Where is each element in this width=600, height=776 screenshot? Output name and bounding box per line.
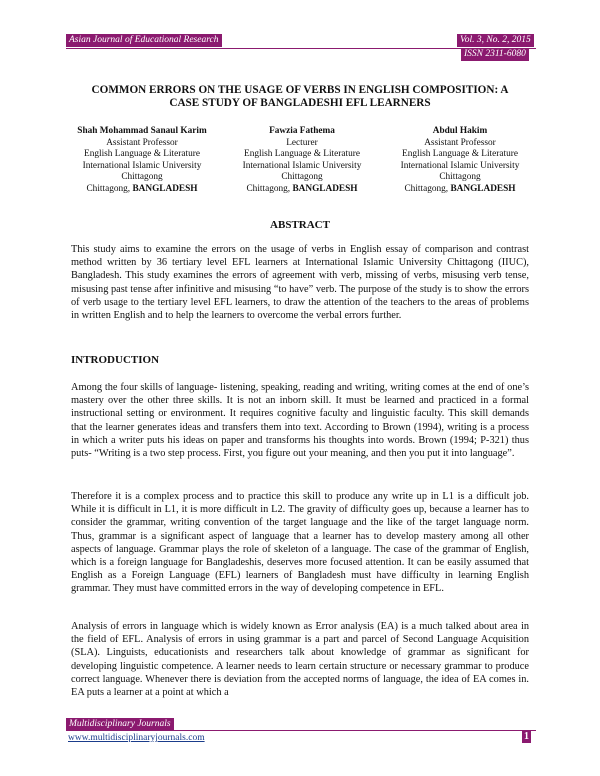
paper-title	[75, 84, 525, 110]
author-dept: English Language & Literature	[84, 149, 200, 159]
page-number: 1	[524, 731, 529, 742]
author-dept: English Language & Literature	[244, 149, 360, 159]
website-link[interactable]: www.multidisciplinaryjournals.com	[68, 733, 205, 743]
introduction-heading: INTRODUCTION	[71, 354, 160, 366]
author-location	[222, 184, 382, 196]
author-university: International Islamic University	[400, 160, 520, 171]
abstract-heading: ABSTRACT	[270, 219, 330, 231]
author-name: Shah Mohammad Sanaul Karim	[77, 126, 207, 136]
author-country: BANGLADESH	[292, 183, 358, 194]
intro-paragraph-1: Among the four skills of language- listening, speaking, reading and writing, writing comes at the end of one’s mastery over the other three skills. It is not an inborn skill. It must be learned and practiced in a formal instructional setting or environment. It requires cognitive faculty and linguistic faculty. This skill demands that the learner generates ideas and transfers them into text. According to Brown (1994), writing is a process in which a writer puts his ideas on paper and transforms his thoughts into words. Brown (1994; P-321) thus puts- “Writing is a two step process. First, you figure out your meaning, and then you put it into language”.	[71, 382, 529, 460]
author-campus: Chittagong	[121, 172, 163, 182]
author-block-3	[380, 126, 540, 195]
author-block-2	[222, 126, 382, 195]
author-university: International Islamic University	[242, 160, 362, 171]
author-name: Abdul Hakim	[432, 126, 488, 136]
issn: ISSN 2311-6080	[461, 48, 529, 61]
author-campus: Chittagong	[281, 172, 323, 182]
intro-paragraph-2: Therefore it is a complex process and to practice this skill to produce any write up in L1 is a difficult job. While it is difficult in L1, it is more difficult in L2. The gravity of difficulty goes up, because a learner has to consider the grammar, writing convention of the target language and the like of the target language norm. Thus, grammar is a significant aspect of language that a learner has to develop mastery among all other aspects of language. Grammar plays the role of skeleton of a language. The case of the grammar of English, which is a foreign language for Bangladeshis, deserves more focused attention. It can be easily assumed that English as a Foreign Language (EFL) learners of Bangladesh must have difficulty in learning English grammar. They must have committed errors in the way of developing competence in EFL.	[71, 491, 529, 595]
author-block-1	[62, 126, 222, 195]
author-city: Chittagong,	[246, 183, 293, 194]
title-line-2: CASE STUDY OF BANGLADESHI EFL LEARNERS	[169, 97, 431, 109]
author-location	[380, 184, 540, 196]
author-location	[62, 184, 222, 196]
abstract-text: This study aims to examine the errors on the usage of verbs in English essay of comparison and contrast method written by 36 tertiary level EFL learners at International Islamic University Chittagong (IIUC), Bangladesh. This study examines the errors of agreement with verb, missing of verbs, misusing verb tense, misusing past tense after infinitive and misusing “to have” verb. The purpose of the study is to show the errors of verb usage to the tertiary level EFL learners, to draw the attention of the teachers to the areas of problems in written English and to help the learners to overcome the verbal errors further.	[71, 244, 529, 322]
intro-paragraph-3: Analysis of errors in language which is widely known as Error analysis (EA) is a much talked about area in the field of EFL. Analysis of errors in using grammar is a part and parcel of Second Language Acquisition (SLA). Linguists, educationists and researchers talk about knowledge of grammar as significant for developing linguistic competence. A learner needs to learn certain structure or necessary grammar to produce correct language. Whenever there is deviation from the accepted norms of language, the idea of EA comes in. EA puts a learner at a point at which a	[71, 621, 529, 699]
author-university: International Islamic University	[82, 160, 202, 171]
author-country: BANGLADESH	[132, 183, 198, 194]
author-campus: Chittagong	[439, 172, 481, 182]
author-position: Lecturer	[286, 137, 318, 148]
journal-name: Asian Journal of Educational Research	[66, 34, 222, 47]
author-dept: English Language & Literature	[402, 149, 518, 159]
author-name: Fawzia Fathema	[269, 126, 335, 136]
publisher-name: Multidisciplinary Journals	[66, 718, 174, 730]
volume-info: Vol. 3, No. 2, 2015	[457, 34, 534, 47]
author-position: Assistant Professor	[424, 137, 496, 148]
title-line-1: COMMON ERRORS ON THE USAGE OF VERBS IN ENGLISH COMPOSITION: A	[91, 84, 509, 96]
author-city: Chittagong,	[86, 183, 133, 194]
footer-divider	[66, 730, 536, 731]
author-position: Assistant Professor	[106, 137, 178, 148]
author-country: BANGLADESH	[450, 183, 516, 194]
author-city: Chittagong,	[404, 183, 451, 194]
